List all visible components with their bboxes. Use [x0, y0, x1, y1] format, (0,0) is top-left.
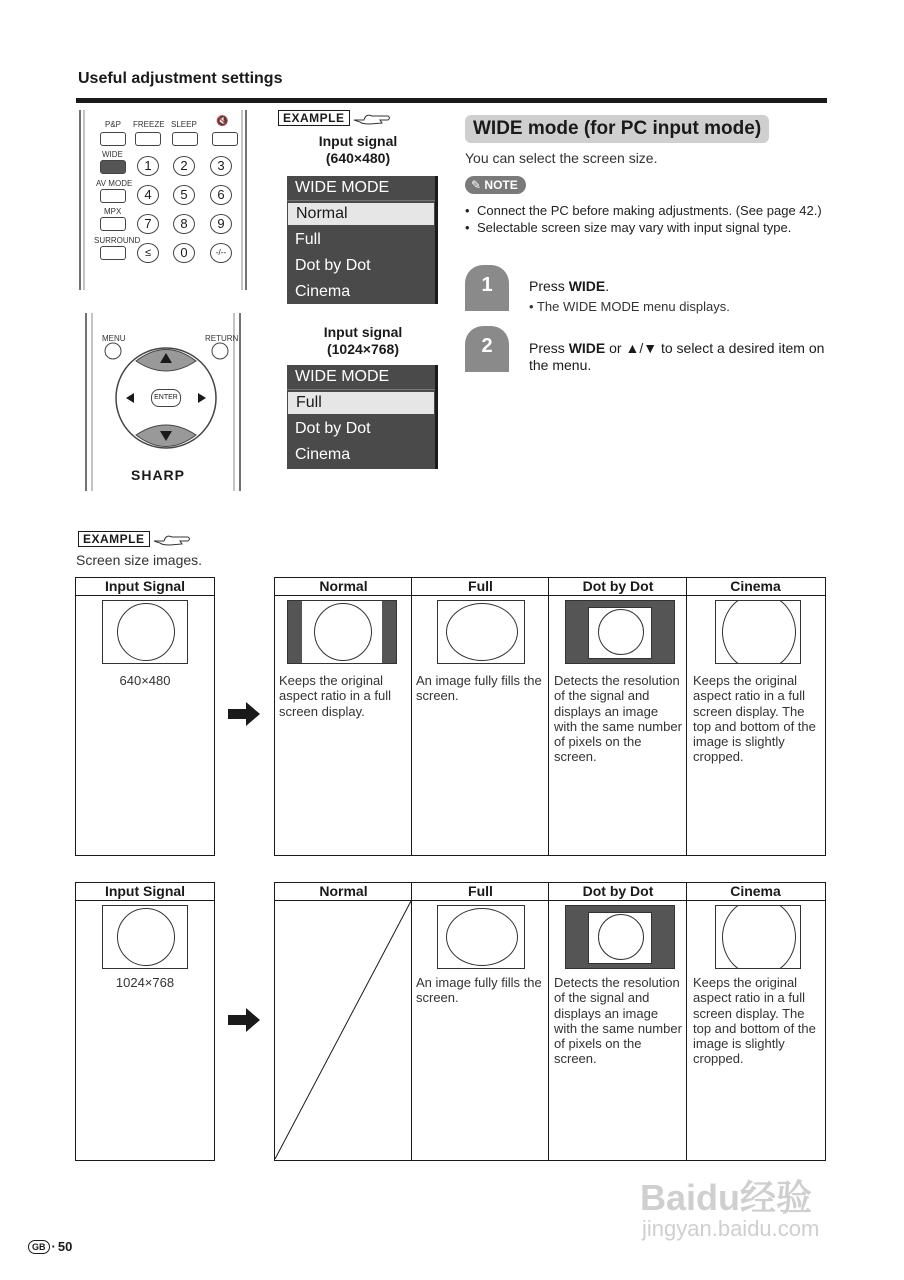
menu1-item[interactable]: Dot by Dot [295, 257, 371, 274]
pp-button[interactable] [100, 132, 126, 146]
step-1-sub-text: The WIDE MODE menu displays. [536, 299, 730, 314]
wide-mode-description: You can select the screen size. [465, 150, 658, 166]
test-circle [117, 908, 175, 966]
header-normal: Normal [319, 883, 368, 899]
header-dot-by-dot: Dot by Dot [582, 883, 654, 899]
step-1-text [529, 278, 829, 295]
step-1-key: WIDE [568, 278, 606, 294]
normal-screen-thumb [287, 600, 397, 664]
digit-2-button[interactable]: 2 [173, 156, 195, 176]
dash-button[interactable]: -/-- [210, 243, 232, 263]
watermark-logo: Baidu经验 [640, 1177, 813, 1218]
input-screen-thumb [102, 600, 188, 664]
wide-mode-menu-1024 [287, 365, 438, 469]
cinema-screen-thumb [715, 905, 801, 969]
input-signal-box-1024 [75, 882, 215, 1161]
pp-label: P&P [105, 120, 122, 129]
digit-6-button[interactable]: 6 [210, 185, 232, 205]
note-label: NOTE [484, 178, 518, 192]
example-label: EXAMPLE [278, 110, 350, 126]
menu1-item-selected[interactable]: Normal [288, 203, 434, 225]
digit-3-button[interactable]: 3 [210, 156, 232, 176]
mpx-label: MPX [104, 207, 122, 216]
dot-by-dot-description: Detects the resolution of the signal and displays an image with the same number of pixels on the screen. [554, 673, 682, 765]
note-list [465, 203, 830, 235]
digit-0-button[interactable]: 0 [173, 243, 195, 263]
not-available-slash [275, 901, 411, 1159]
menu1-item[interactable]: Cinema [295, 283, 351, 300]
menu2-signal-line2: (1024×768) [326, 341, 399, 357]
step-2-post: or ▲/▼ to select a desired item on the menu. [529, 340, 825, 373]
example-tag-top [278, 110, 392, 126]
col-divider [548, 578, 549, 855]
menu2-item[interactable]: Dot by Dot [295, 420, 371, 437]
input-signal-box-640 [75, 577, 215, 856]
region-badge: GB [28, 1240, 50, 1254]
note-text-2: Selectable screen size may vary with input signal type. [477, 220, 792, 235]
menu2-item[interactable]: Cinema [295, 446, 351, 463]
digit-5-button[interactable]: 5 [173, 185, 195, 205]
header-full: Full [468, 578, 493, 594]
test-circle [598, 914, 644, 960]
header-normal: Normal [319, 578, 368, 594]
step-1-post: . [605, 278, 610, 294]
header-full: Full [468, 883, 493, 899]
surround-button[interactable] [100, 246, 126, 260]
modes-header-row [275, 883, 825, 901]
cinema-description: Keeps the original aspect ratio in a full screen display. The top and bottom of the image is slightly cropped. [693, 975, 816, 1067]
freeze-label: FREEZE [133, 120, 165, 129]
note-text-1: Connect the PC before making adjustments. (See page 42.) [477, 203, 822, 218]
mute-button[interactable] [212, 132, 238, 146]
menu2-signal-label [293, 324, 433, 358]
col-divider [411, 883, 412, 1160]
mpx-button[interactable] [100, 217, 126, 231]
watermark-url: jingyan.baidu.com [642, 1216, 820, 1241]
col-divider [686, 578, 687, 855]
step-1-badge: 1 [465, 265, 509, 311]
step-2-text [529, 340, 829, 374]
example-tag-bottom [78, 531, 192, 547]
section-title: Useful adjustment settings [78, 70, 283, 87]
digit-9-button[interactable]: 9 [210, 214, 232, 234]
test-circle [722, 600, 796, 664]
wide-mode-heading: WIDE mode (for PC input mode) [465, 115, 769, 143]
menu1-item[interactable]: Full [295, 231, 321, 248]
full-screen-thumb [437, 600, 525, 664]
pointing-hand-icon [152, 531, 192, 547]
wide-label: WIDE [102, 150, 123, 159]
av-mode-label: AV MODE [96, 179, 133, 188]
resolution-label: 640×480 [119, 673, 171, 688]
test-circle [314, 603, 372, 661]
remote-top-illustration [78, 110, 248, 290]
sleep-button[interactable] [172, 132, 198, 146]
flashback-button[interactable]: ≤ [137, 243, 159, 263]
example-label: EXAMPLE [78, 531, 150, 547]
step-1-pre: Press [529, 278, 569, 294]
remote-bottom-illustration [78, 313, 248, 491]
header-dot-by-dot: Dot by Dot [582, 578, 654, 594]
full-screen-thumb [437, 905, 525, 969]
menu-label: MENU [102, 334, 126, 343]
menu1-signal-line1: Input signal [318, 133, 398, 149]
test-circle [722, 905, 796, 969]
input-signal-header: Input Signal [76, 578, 214, 596]
wide-mode-menu-640 [287, 176, 438, 304]
modes-table-640 [274, 577, 826, 856]
col-divider [411, 578, 412, 855]
resolution-label: 1024×768 [115, 975, 175, 990]
note-item: • Selectable screen size may vary with input signal type. [465, 220, 792, 235]
input-signal-header: Input Signal [76, 883, 214, 901]
freeze-button[interactable] [135, 132, 161, 146]
dot-by-dot-screen-thumb [565, 905, 675, 969]
enter-button[interactable]: ENTER [151, 389, 181, 407]
sleep-label: SLEEP [171, 120, 197, 129]
note-item: • Connect the PC before making adjustments. (See page 42.) [465, 203, 822, 218]
header-cinema: Cinema [730, 883, 781, 899]
step-1-sub: • The WIDE MODE menu displays. [529, 299, 730, 314]
screen-size-caption: Screen size images. [76, 552, 203, 568]
dot-by-dot-screen-thumb [565, 600, 675, 664]
header-cinema: Cinema [730, 578, 781, 594]
arrow-right-icon [228, 1008, 262, 1037]
full-description: An image fully fills the screen. [416, 673, 542, 704]
surround-label: SURROUND [94, 236, 141, 245]
page-number: 50 [57, 1239, 73, 1254]
note-badge-wrap [465, 176, 526, 194]
arrow-right-icon [228, 702, 262, 731]
note-badge [465, 176, 526, 194]
digit-7-button[interactable]: 7 [137, 214, 159, 234]
cinema-screen-thumb [715, 600, 801, 664]
input-screen-thumb [102, 905, 188, 969]
digit-4-button[interactable]: 4 [137, 185, 159, 205]
test-circle [598, 609, 644, 655]
header-rule [76, 98, 827, 103]
digit-1-button[interactable]: 1 [137, 156, 159, 176]
cinema-description: Keeps the original aspect ratio in a full screen display. The top and bottom of the image is slightly cropped. [693, 673, 816, 765]
mute-icon: 🔇 [216, 116, 229, 127]
menu2-item-selected[interactable]: Full [288, 392, 434, 414]
digit-8-button[interactable]: 8 [173, 214, 195, 234]
test-circle [117, 603, 175, 661]
modes-header-row [275, 578, 825, 596]
menu1-signal-line2: (640×480) [325, 150, 391, 166]
return-label: RETURN [205, 334, 239, 343]
pencil-icon: ✎ [471, 178, 482, 192]
step-2-badge: 2 [465, 326, 509, 372]
step-2-key: WIDE [568, 340, 606, 356]
test-ellipse [446, 603, 518, 661]
sharp-logo: SHARP [131, 467, 186, 483]
dot-by-dot-description: Detects the resolution of the signal and displays an image with the same number of pixels on the screen. [554, 975, 682, 1067]
menu1-signal-label [288, 133, 428, 167]
test-ellipse [446, 908, 518, 966]
wide-button[interactable] [100, 160, 126, 174]
menu2-title: WIDE MODE [287, 365, 435, 390]
menu1-title: WIDE MODE [287, 176, 435, 201]
col-divider [686, 883, 687, 1160]
menu2-signal-line1: Input signal [323, 324, 403, 340]
step-2-pre: Press [529, 340, 569, 356]
normal-description: Keeps the original aspect ratio in a full screen display. [279, 673, 392, 719]
pointing-hand-icon [352, 110, 392, 126]
col-divider [548, 883, 549, 1160]
modes-table-1024 [274, 882, 826, 1161]
av-mode-button[interactable] [100, 189, 126, 203]
full-description: An image fully fills the screen. [416, 975, 542, 1006]
page-footer: GB · 50 [28, 1239, 72, 1254]
